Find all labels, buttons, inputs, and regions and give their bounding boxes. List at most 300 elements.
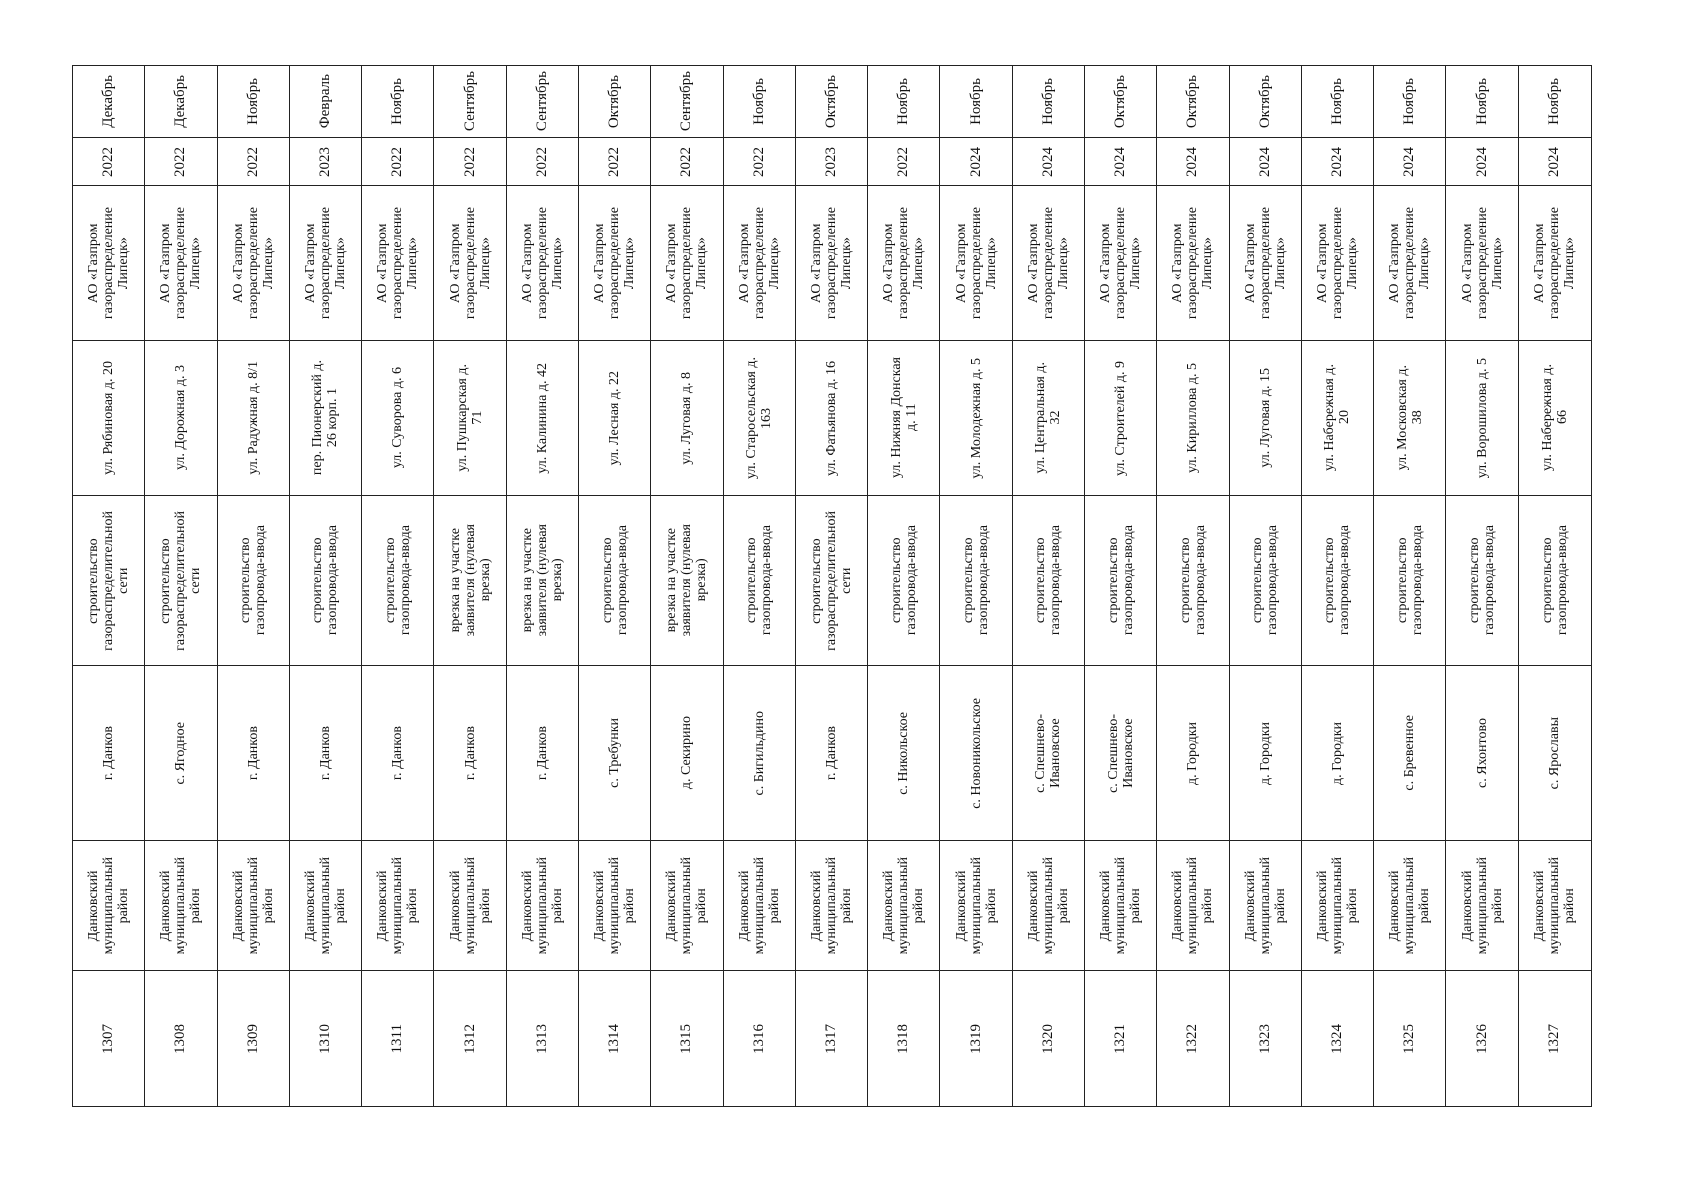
year-text: 2022 [244,146,261,177]
year-text: 2022 [461,146,478,177]
month-text: Ноябрь [1546,78,1563,125]
district-text: Данковский муниципальный район [1314,856,1360,955]
locality-cell [724,666,796,841]
work-type-cell [1519,496,1591,666]
locality-text: с. Спешнево- Ивановское [1033,713,1064,793]
locality-text: с. Бревенное [1402,715,1418,791]
address-text: ул. Рябиновая д. 20 [101,361,117,475]
year-text: 2022 [895,146,912,177]
table-row [362,66,434,1106]
district-text: Данковский муниципальный район [519,856,565,955]
organization-cell [290,186,362,341]
locality-cell [218,666,290,841]
year-text: 2024 [1328,146,1345,177]
address-text: ул. Старосельская д. 163 [744,357,775,479]
month-text: Декабрь [172,75,189,128]
address-cell [1519,341,1591,496]
address-text: ул. Набережная д. 66 [1539,364,1570,472]
year-cell [1157,138,1229,186]
row-number-cell [868,971,940,1106]
district-cell [362,841,434,971]
work-type-text: строительство газопровода-ввода [1394,525,1425,636]
month-text: Октябрь [606,74,623,129]
organization-cell [651,186,723,341]
address-cell [1085,341,1157,496]
address-cell [651,341,723,496]
year-text: 2022 [606,146,623,177]
locality-text: с. Яхонтово [1474,718,1490,788]
table-row [940,66,1012,1106]
row-number-text: 1308 [172,1023,189,1054]
work-type-cell [218,496,290,666]
month-cell [1085,66,1157,138]
row-number-cell [724,971,796,1106]
table-row [1013,66,1085,1106]
month-cell [73,66,145,138]
year-cell [940,138,1012,186]
row-number-cell [1374,971,1446,1106]
row-number-text: 1309 [244,1023,261,1054]
organization-text: АО «Газпром газораспределение Липецк» [736,206,782,320]
month-cell [868,66,940,138]
work-type-text: строительство газораспределительной сети [808,510,854,651]
row-number-text: 1323 [1256,1023,1273,1054]
address-cell [290,341,362,496]
row-number-text: 1327 [1546,1023,1563,1054]
work-type-text: строительство газопровода-ввода [1105,525,1136,636]
address-cell [434,341,506,496]
work-type-cell [796,496,868,666]
month-cell [1446,66,1518,138]
organization-text: АО «Газпром газораспределение Липецк» [1242,206,1288,320]
work-type-text: строительство газопровода-ввода [1033,525,1064,636]
address-text: ул. Строителей д. 9 [1113,360,1129,476]
table-row [1446,66,1518,1106]
work-type-cell [940,496,1012,666]
year-text: 2022 [750,146,767,177]
work-type-text: врезка на участке заявителя (нулевая врезка) [664,524,710,637]
locality-cell [1519,666,1591,841]
year-cell [1230,138,1302,186]
year-text: 2024 [1112,146,1129,177]
organization-text: АО «Газпром газораспределение Липецк» [158,206,204,320]
district-text: Данковский муниципальный район [592,856,638,955]
organization-cell [1085,186,1157,341]
year-cell [434,138,506,186]
row-number-cell [73,971,145,1106]
work-type-cell [1446,496,1518,666]
address-cell [1302,341,1374,496]
month-text: Ноябрь [1328,78,1345,125]
organization-text: АО «Газпром газораспределение Липецк» [1532,206,1578,320]
address-text: ул. Суворова д. 6 [390,367,406,469]
address-text: ул. Набережная д. 20 [1322,364,1353,472]
organization-text: АО «Газпром газораспределение Липецк» [881,206,927,320]
year-cell [145,138,217,186]
table-row [1374,66,1446,1106]
locality-cell [1230,666,1302,841]
year-cell [868,138,940,186]
row-number-cell [1157,971,1229,1106]
district-cell [1085,841,1157,971]
work-type-cell [1013,496,1085,666]
year-text: 2023 [822,146,839,177]
work-type-cell [868,496,940,666]
month-text: Октябрь [1112,74,1129,129]
year-cell [724,138,796,186]
address-cell [145,341,217,496]
organization-text: АО «Газпром газораспределение Липецк» [519,206,565,320]
year-text: 2024 [1184,146,1201,177]
organization-cell [1013,186,1085,341]
address-cell [1157,341,1229,496]
district-text: Данковский муниципальный район [808,856,854,955]
organization-text: АО «Газпром газораспределение Липецк» [375,206,421,320]
month-cell [940,66,1012,138]
locality-cell [1302,666,1374,841]
month-cell [1302,66,1374,138]
row-number-text: 1324 [1328,1023,1345,1054]
organization-text: АО «Газпром газораспределение Липецк» [592,206,638,320]
work-type-cell [362,496,434,666]
year-text: 2022 [678,146,695,177]
year-text: 2022 [533,146,550,177]
district-cell [434,841,506,971]
address-text: ул. Фатьянова д. 16 [823,360,839,476]
district-cell [796,841,868,971]
work-type-cell [1157,496,1229,666]
locality-cell [796,666,868,841]
locality-cell [651,666,723,841]
year-cell [1519,138,1591,186]
row-number-cell [434,971,506,1106]
locality-text: с. Никольское [896,711,912,795]
organization-text: АО «Газпром газораспределение Липецк» [1098,206,1144,320]
month-cell [434,66,506,138]
locality-text: г. Данков [101,725,117,781]
year-text: 2024 [1039,146,1056,177]
month-cell [1519,66,1591,138]
locality-cell [579,666,651,841]
address-text: ул. Калинина д. 42 [534,362,550,474]
month-cell [145,66,217,138]
row-number-text: 1320 [1039,1023,1056,1054]
address-cell [724,341,796,496]
district-cell [1374,841,1446,971]
district-text: Данковский муниципальный район [736,856,782,955]
row-number-text: 1326 [1473,1023,1490,1054]
table-row [434,66,506,1106]
work-type-text: строительство газораспределительной сети [86,510,132,651]
month-text: Октябрь [1184,74,1201,129]
year-cell [1085,138,1157,186]
organization-text: АО «Газпром газораспределение Липецк» [1387,206,1433,320]
work-type-cell [73,496,145,666]
month-cell [362,66,434,138]
month-cell [1157,66,1229,138]
row-number-text: 1313 [533,1023,550,1054]
row-number-cell [651,971,723,1106]
month-cell [724,66,796,138]
work-type-cell [507,496,579,666]
district-cell [1519,841,1591,971]
locality-text: г. Данков [462,725,478,781]
work-type-text: врезка на участке заявителя (нулевая врезка) [447,524,493,637]
address-text: ул. Лесная д. 22 [607,370,623,466]
table-row [796,66,868,1106]
district-text: Данковский муниципальный район [1025,856,1071,955]
locality-cell [1085,666,1157,841]
row-number-text: 1311 [389,1023,406,1054]
work-type-text: строительство газопровода-ввода [744,525,775,636]
month-cell [290,66,362,138]
address-text: ул. Молодежная д. 5 [968,357,984,479]
month-text: Ноябрь [1401,78,1418,125]
address-text: ул. Нижняя Донская д. 11 [888,357,919,479]
district-cell [724,841,796,971]
table-row [1230,66,1302,1106]
work-type-text: строительство газопровода-ввода [599,525,630,636]
month-text: Ноябрь [244,78,261,125]
table-row [145,66,217,1106]
row-number-text: 1321 [1112,1023,1129,1054]
year-text: 2022 [100,146,117,177]
district-cell [1446,841,1518,971]
row-number-text: 1310 [316,1023,333,1054]
work-type-cell [1302,496,1374,666]
work-type-cell [579,496,651,666]
locality-cell [1157,666,1229,841]
locality-cell [73,666,145,841]
work-type-text: строительство газопровода-ввода [238,525,269,636]
district-cell [1302,841,1374,971]
district-text: Данковский муниципальный район [1098,856,1144,955]
work-type-text: строительство газопровода-ввода [1177,525,1208,636]
year-cell [579,138,651,186]
row-number-text: 1315 [678,1023,695,1054]
organization-text: АО «Газпром газораспределение Липецк» [1025,206,1071,320]
table-row [868,66,940,1106]
address-text: ул. Дорожная д. 3 [173,365,189,471]
address-cell [868,341,940,496]
month-text: Ноябрь [389,78,406,125]
district-cell [940,841,1012,971]
year-text: 2022 [172,146,189,177]
address-text: ул. Пушкарская д. 71 [455,364,486,472]
year-cell [73,138,145,186]
row-number-text: 1319 [967,1023,984,1054]
locality-cell [290,666,362,841]
district-text: Данковский муниципальный район [230,856,276,955]
locality-text: д. Секирино [679,716,695,790]
district-text: Данковский муниципальный район [158,856,204,955]
month-cell [796,66,868,138]
table-row [218,66,290,1106]
district-cell [651,841,723,971]
table-row [1085,66,1157,1106]
organization-cell [362,186,434,341]
year-cell [651,138,723,186]
address-cell [507,341,579,496]
address-cell [362,341,434,496]
row-number-text: 1312 [461,1023,478,1054]
locality-cell [1013,666,1085,841]
district-cell [1013,841,1085,971]
row-number-cell [1013,971,1085,1106]
row-number-cell [290,971,362,1106]
year-cell [1374,138,1446,186]
locality-text: д. Городки [1329,721,1345,785]
row-number-cell [1230,971,1302,1106]
month-text: Октябрь [822,74,839,129]
address-cell [1374,341,1446,496]
year-cell [507,138,579,186]
month-cell [579,66,651,138]
month-text: Февраль [316,74,333,129]
organization-text: АО «Газпром газораспределение Липецк» [230,206,276,320]
district-text: Данковский муниципальный район [664,856,710,955]
district-text: Данковский муниципальный район [302,856,348,955]
month-text: Ноябрь [1039,78,1056,125]
year-cell [1446,138,1518,186]
address-text: ул. Кириллова д. 5 [1185,363,1201,473]
locality-cell [434,666,506,841]
organization-text: АО «Газпром газораспределение Липецк» [1459,206,1505,320]
address-cell [1013,341,1085,496]
organization-cell [73,186,145,341]
organization-cell [579,186,651,341]
organization-text: АО «Газпром газораспределение Липецк» [664,206,710,320]
row-number-text: 1322 [1184,1023,1201,1054]
month-text: Декабрь [100,75,117,128]
address-text: ул. Центральная д. 32 [1033,362,1064,474]
month-cell [1374,66,1446,138]
table-row [1302,66,1374,1106]
organization-cell [796,186,868,341]
locality-text: с. Бигильдино [751,710,767,796]
locality-cell [507,666,579,841]
district-text: Данковский муниципальный район [1459,856,1505,955]
organization-cell [1157,186,1229,341]
locality-text: г. Данков [390,725,406,781]
organization-cell [1446,186,1518,341]
district-cell [145,841,217,971]
month-cell [651,66,723,138]
row-number-cell [362,971,434,1106]
month-text: Ноябрь [750,78,767,125]
work-type-text: строительство газопровода-ввода [961,525,992,636]
table-row [579,66,651,1106]
address-cell [579,341,651,496]
month-text: Ноябрь [895,78,912,125]
district-cell [218,841,290,971]
month-cell [507,66,579,138]
year-text: 2024 [967,146,984,177]
year-text: 2024 [1256,146,1273,177]
organization-cell [218,186,290,341]
locality-text: д. Городки [1257,721,1273,785]
organization-cell [145,186,217,341]
row-number-cell [1519,971,1591,1106]
organization-text: АО «Газпром газораспределение Липецк» [1170,206,1216,320]
rotated-table [72,65,1592,1107]
work-type-text: строительство газопровода-ввода [310,525,341,636]
district-text: Данковский муниципальный район [1170,856,1216,955]
organization-cell [1302,186,1374,341]
organization-cell [434,186,506,341]
district-text: Данковский муниципальный район [86,856,132,955]
table-row [1519,66,1591,1106]
locality-text: г. Данков [317,725,333,781]
month-text: Октябрь [1256,74,1273,129]
work-type-cell [145,496,217,666]
address-cell [796,341,868,496]
organization-text: АО «Газпром газораспределение Липецк» [953,206,999,320]
locality-text: г. Данков [823,725,839,781]
organization-text: АО «Газпром газораспределение Липецк» [86,206,132,320]
organization-cell [724,186,796,341]
locality-text: с. Ярославы [1547,716,1563,790]
organization-cell [1230,186,1302,341]
row-number-text: 1325 [1401,1023,1418,1054]
locality-cell [145,666,217,841]
locality-text: с. Новоникольское [968,697,984,809]
work-type-text: строительство газопровода-ввода [1539,525,1570,636]
work-type-text: строительство газопровода-ввода [1250,525,1281,636]
row-number-text: 1316 [750,1023,767,1054]
address-cell [1230,341,1302,496]
year-cell [1302,138,1374,186]
year-cell [218,138,290,186]
table-row [73,66,145,1106]
year-cell [796,138,868,186]
row-number-cell [1446,971,1518,1106]
locality-text: д. Городки [1185,721,1201,785]
district-cell [1230,841,1302,971]
work-type-cell [1230,496,1302,666]
row-number-cell [796,971,868,1106]
district-text: Данковский муниципальный район [447,856,493,955]
month-cell [1230,66,1302,138]
table-row [1157,66,1229,1106]
work-type-cell [290,496,362,666]
row-number-cell [579,971,651,1106]
month-cell [1013,66,1085,138]
row-number-cell [1302,971,1374,1106]
month-text: Сентябрь [678,71,695,132]
organization-cell [940,186,1012,341]
organization-cell [507,186,579,341]
table-row [290,66,362,1106]
locality-text: с. Требунки [607,718,623,788]
row-number-text: 1307 [100,1023,117,1054]
organization-cell [1374,186,1446,341]
organization-cell [868,186,940,341]
year-cell [290,138,362,186]
work-type-cell [1374,496,1446,666]
row-number-cell [218,971,290,1106]
address-cell [218,341,290,496]
district-cell [868,841,940,971]
month-text: Сентябрь [461,71,478,132]
work-type-cell [651,496,723,666]
locality-cell [1374,666,1446,841]
district-text: Данковский муниципальный район [1532,856,1578,955]
locality-text: г. Данков [245,725,261,781]
work-type-text: строительство газораспределительной сети [158,510,204,651]
work-type-text: строительство газопровода-ввода [1467,525,1498,636]
year-text: 2024 [1473,146,1490,177]
